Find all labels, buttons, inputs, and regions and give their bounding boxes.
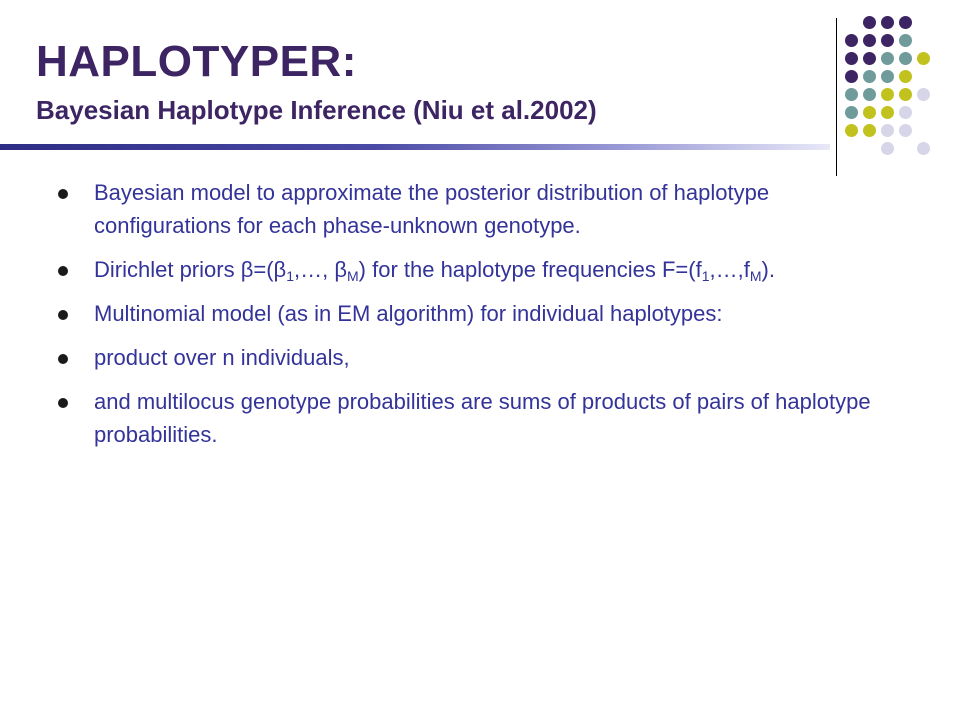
decor-dot	[917, 52, 930, 65]
decor-dot	[845, 88, 858, 101]
decor-dot	[845, 70, 858, 83]
decor-dot	[881, 106, 894, 119]
bullet-item	[58, 176, 898, 242]
decor-dot	[881, 52, 894, 65]
decor-dot	[863, 34, 876, 47]
decor-dot	[917, 88, 930, 101]
decor-dot	[899, 106, 912, 119]
decor-dot	[881, 34, 894, 47]
bullet-text: Dirichlet priors $\beta=(\beta_1,\dots$, $\beta_M$) for the haplotype frequencies $F=(f_1,\dots,f_M)$.	[94, 257, 775, 284]
decor-dot	[845, 124, 858, 137]
decor-dot	[863, 70, 876, 83]
decor-dot	[881, 70, 894, 83]
decor-dot	[863, 88, 876, 101]
bullet-item	[58, 297, 898, 330]
decor-dot	[863, 124, 876, 137]
bullet-dot-icon	[58, 354, 68, 364]
decorative-dot-grid	[845, 10, 955, 160]
bullet-text: and multilocus genotype probabilities are sums of products of pairs of haplotype probabilities.	[94, 389, 871, 447]
bullet-list	[58, 176, 898, 462]
decor-dot	[845, 106, 858, 119]
bullet-item	[58, 341, 898, 374]
decor-dot	[845, 52, 858, 65]
bullet-dot-icon	[58, 310, 68, 320]
decor-dot	[899, 124, 912, 137]
slide-subtitle: Bayesian Haplotype Inference (Niu et al.2002)	[36, 95, 597, 125]
bullet-item	[58, 385, 898, 451]
bullet-dot-icon	[58, 266, 68, 276]
bullet-text: Multinomial model (as in EM algorithm) for individual haplotypes:	[94, 301, 723, 326]
decor-dot	[899, 70, 912, 83]
decor-dot	[899, 16, 912, 29]
decor-dot	[863, 16, 876, 29]
title-underline	[0, 144, 830, 150]
bullet-dot-icon	[58, 189, 68, 199]
vertical-divider	[836, 18, 837, 176]
decor-dot	[845, 34, 858, 47]
bullet-item	[58, 253, 898, 286]
bullet-text: Bayesian model to approximate the posterior distribution of haplotype configurations for each phase-unknown genotype.	[94, 180, 770, 238]
decor-dot	[863, 52, 876, 65]
decor-dot	[881, 88, 894, 101]
bullet-text: product over n individuals,	[94, 345, 350, 370]
decor-dot	[899, 52, 912, 65]
decor-dot	[881, 16, 894, 29]
decor-dot	[863, 106, 876, 119]
decor-dot	[899, 88, 912, 101]
decor-dot	[899, 34, 912, 47]
decor-dot	[917, 142, 930, 155]
bullet-dot-icon	[58, 398, 68, 408]
slide-title: HAPLOTYPER:	[36, 37, 357, 86]
decor-dot	[881, 142, 894, 155]
decor-dot	[881, 124, 894, 137]
